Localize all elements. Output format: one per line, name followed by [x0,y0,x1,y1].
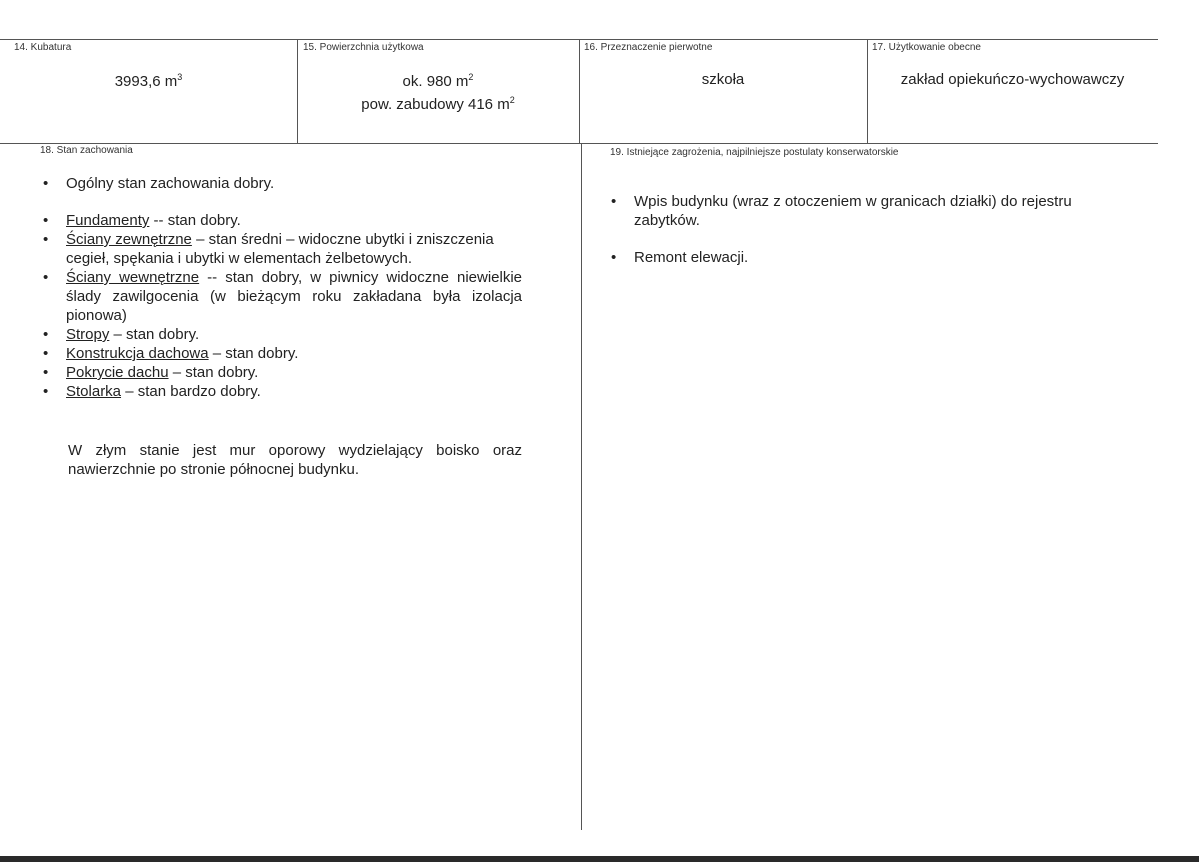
field-label-15: 15. Powierzchnia użytkowa [303,42,424,53]
field-value-16: szkoła [701,71,745,88]
condition-item-roofing: • Pokrycie dachu – stan dobry. [43,364,259,381]
volume-value: 3993,6 m [114,73,178,90]
bullet-icon: • [43,231,49,248]
bullet-icon: • [43,175,49,192]
bullet-icon: • [43,269,49,286]
condition-item-exterior-walls: • Ściany zewnętrzne – stan średni – widoczne ubytki i zniszczenia cegieł, spękania i ubytki w elementach żelbetowych. [43,231,494,267]
field-label-17: 17. Użytkowanie obecne [872,42,981,53]
field-label-19: 19. Istniejące zagrożenia, najpilniejsze postulaty konserwatorskie [610,147,899,158]
bullet-icon: • [43,364,49,381]
condition-item-roof-structure: • Konstrukcja dachowa – stan dobry. [43,345,299,362]
condition-item-foundations: • Fundamenty -- stan dobry. [43,212,241,229]
threat-item-facade: • Remont elewacji. [611,249,749,266]
bullet-icon: • [611,193,617,210]
condition-list [38,174,522,401]
field-value-17: zakład opiekuńczo-wychowawczy [900,71,1125,88]
condition-item-general: • Ogólny stan zachowania dobry. [43,175,275,192]
usable-area-line: ok. 980 $m^2$ [402,72,474,90]
threat-item-registry: • Wpis budynku (wraz z otoczeniem w granicach działki) do rejestru zabytków. [611,193,1072,229]
middle-rule [0,143,1158,144]
field-label-16: 16. Przeznaczenie pierwotne [584,42,713,53]
field-label-18: 18. Stan zachowania [40,145,133,156]
scan-edge [0,856,1199,862]
condition-item-ceilings: • Stropy – stan dobry. [43,326,200,343]
field-label-14: 14. Kubatura [14,42,72,53]
divider-15-16 [579,39,580,143]
field-value-14 [0,68,297,91]
built-area-line: pow. zabudowy 416 $m^2$ [361,95,515,113]
divider-18-19 [581,143,582,830]
bullet-icon: • [43,212,49,229]
volume-unit-exponent: 3 [177,72,183,82]
condition-item-joinery: • Stolarka – stan bardzo dobry. [43,383,261,400]
bullet-icon: • [611,249,617,266]
threats-list [606,192,1106,267]
bullet-icon: • [43,345,49,362]
bullet-icon: • [43,326,49,343]
divider-16-17 [867,39,868,143]
bullet-icon: • [43,383,49,400]
field-value-15 [297,68,579,114]
condition-item-interior-walls: • Ściany wewnętrzne -- stan dobry, w piwnicy widoczne niewielkie ślady zawilgocenia (w bieżącym roku zakładana była izolacja pionowa) [43,269,523,324]
condition-note: W złym stanie jest mur oporowy wydzielający boisko oraz nawierzchnie po stronie północnej budynku. [68,442,522,478]
